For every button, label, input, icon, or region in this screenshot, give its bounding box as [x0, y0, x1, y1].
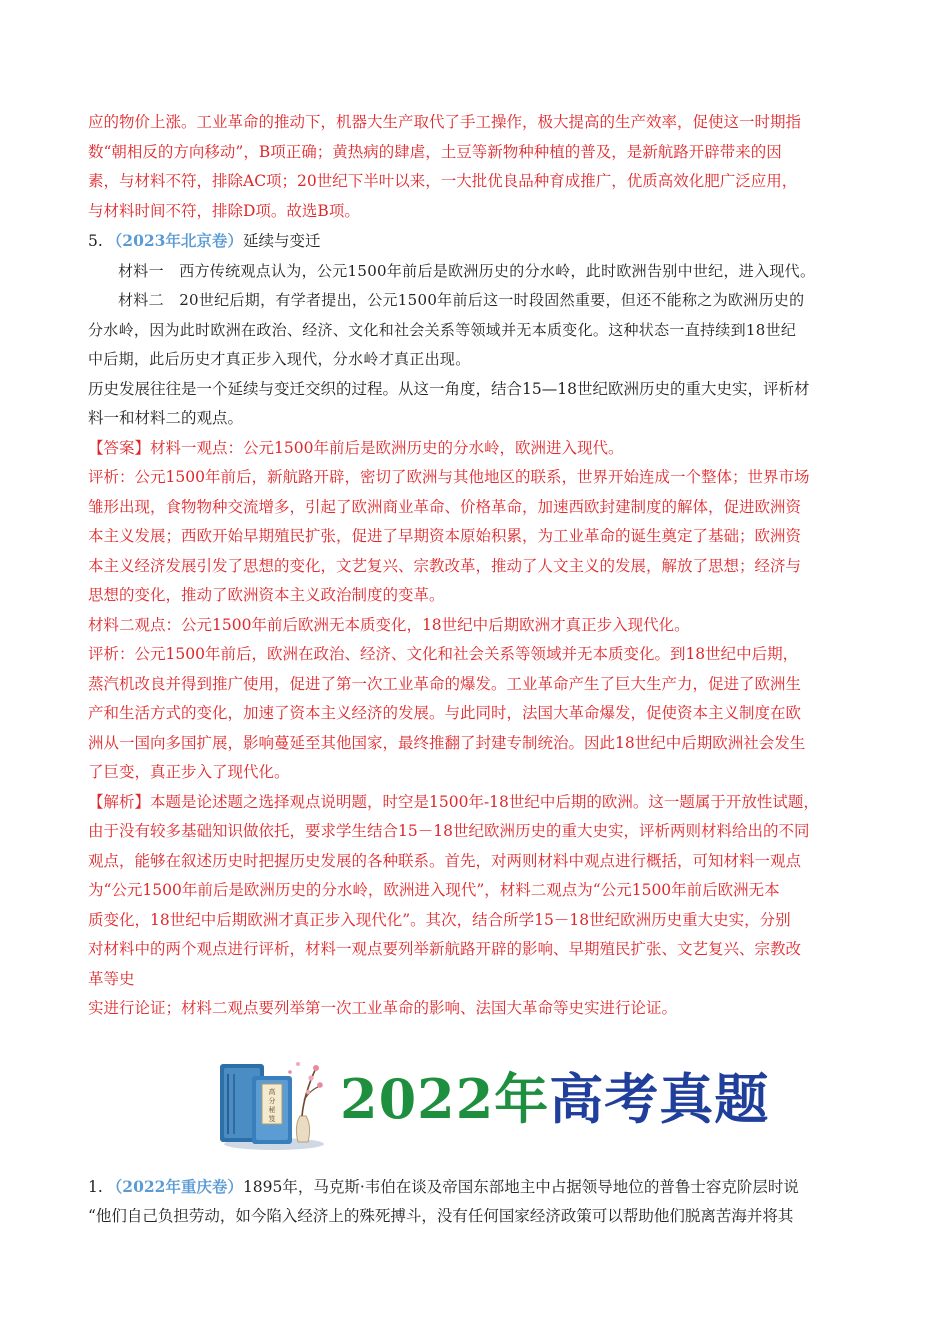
explanation-line: 由于没有较多基础知识做依托，要求学生结合15－18世纪欧洲历史的重大史实，评析两则材料给出的不同	[88, 822, 810, 840]
answer-line: 雏形出现，食物物种交流增多，引起了欧洲商业革命、价格革命，加速西欧封建制度的解体，促进欧洲资	[88, 497, 802, 516]
question-source: （2023年北京卷）	[106, 231, 243, 250]
answer-line: 本主义发展；西欧开始早期殖民扩张，促进了早期资本原始积累，为工业革命的诞生奠定了基础；欧洲资	[88, 527, 802, 545]
question-title: 延续与变迁	[242, 232, 321, 250]
question-heading	[88, 1172, 868, 1203]
question-prompt: 料一和材料二的观点。	[88, 409, 244, 427]
answer-line: 【答案】材料一观点：公元1500年前后是欧洲历史的分水岭，欧洲进入现代。	[88, 438, 624, 457]
material-one: 材料一 西方传统观点认为，公元1500年前后是欧洲历史的分水岭，此时欧洲告别中世纪，进入现代。	[118, 261, 816, 280]
answer-line: 评析：公元1500年前后，欧洲在政治、经济、文化和社会关系等领域并无本质变化。到18世纪中后期，	[88, 645, 799, 663]
question-1-2022	[88, 1172, 868, 1232]
explanation-block	[88, 788, 868, 1024]
question-prompt: 历史发展往往是一个延续与变迁交织的过程。从这一角度，结合15—18世纪欧洲历史的重大史实，评析材	[88, 379, 810, 398]
analysis-line: 与材料时间不符，排除D项。故选B项。	[88, 201, 360, 220]
answer-line: 产和生活方式的变化，加速了资本主义经济的发展。与此同时，法国大革命爆发，促使资本主义制度在欧	[88, 704, 802, 722]
question-text: 1895年，马克斯·韦伯在谈及帝国东部地主中占据领导地位的普鲁士容克阶层时说	[242, 1177, 799, 1196]
banner-heading	[340, 1064, 769, 1134]
material-two-line: 材料二 20世纪后期，有学者提出，公元1500年前后这一时段固然重要，但还不能称之为欧洲历史的	[118, 291, 805, 309]
answer-block	[88, 434, 868, 788]
answer-line: 思想的变化，推动了欧洲资本主义政治制度的变革。	[88, 586, 445, 604]
explanation-line: 观点，能够在叙述历史时把握历史发展的各种联系。首先，对两则材料中观点进行概括，可知材料一观点	[88, 851, 802, 870]
explanation-line: 质变化，18世纪中后期欧洲才真正步入现代化”。其次，结合所学15－18世纪欧洲历史重大史实，分别	[88, 910, 791, 929]
answer-line: 评析：公元1500年前后，新航路开辟，密切了欧洲与其他地区的联系，世界开始连成一个整体；世界市场	[88, 468, 810, 486]
banner-title: 高考真题	[549, 1066, 770, 1131]
answer-line: 本主义经济发展引发了思想的变化，文艺复兴、宗教改革，推动了人文主义的发展，解放了思想；经济与	[88, 556, 802, 575]
analysis-line: 素，与材料不符，排除AC项；20世纪下半叶以来，一大批优良品种育成推广，优质高效化肥广泛应用，	[88, 172, 798, 190]
explanation-line: 革等史	[88, 969, 135, 988]
material-two-line: 中后期，此后历史才真正步入现代，分水岭才真正出现。	[88, 350, 471, 368]
question-heading	[88, 226, 868, 257]
analysis-line: 数“朝相反的方向移动”，B项正确；黄热病的肆虐，土豆等新物种种植的普及，是新航路开辟带来的因	[88, 142, 782, 161]
banner-year: 2022年	[340, 1066, 550, 1131]
question-number: 5.	[88, 232, 103, 250]
explanation-line: 对材料中的两个观点进行评析，材料一观点要列举新航路开辟的影响、早期殖民扩张、文艺复兴、宗教改	[88, 940, 802, 958]
document-page	[88, 108, 868, 1232]
books-illustration-icon	[212, 1054, 324, 1152]
answer-line: 材料二观点：公元1500年前后欧洲无本质变化，18世纪中后期欧洲才真正步入现代化。	[88, 615, 690, 634]
explanation-line: 为“公元1500年前后是欧洲历史的分水岭，欧洲进入现代”，材料二观点为“公元1500年前后欧洲无本	[88, 881, 780, 899]
book-label-char: 分	[268, 1096, 276, 1105]
explanation-line: 实进行论证；材料二观点要列举第一次工业革命的影响、法国大革命等史实进行论证。	[88, 999, 678, 1017]
material-two-line: 分水岭，因为此时欧洲在政治、经济、文化和社会关系等领域并无本质变化。这种状态一直持续到18世纪	[88, 320, 797, 339]
answer-line: 洲从一国向多国扩展，影响蔓延至其他国家，最终推翻了封建专制统治。因此18世纪中后期欧洲社会发生	[88, 733, 806, 752]
answer-line: 蒸汽机改良并得到推广使用，促进了第一次工业革命的爆发。工业革命产生了巨大生产力，促进了欧洲生	[88, 674, 802, 693]
question-source: （2022年重庆卷）	[106, 1176, 243, 1196]
explanation-line: 【解析】本题是论述题之选择观点说明题，时空是1500年-18世纪中后期的欧洲。这一题属于开放性试题，	[88, 792, 819, 811]
prev-analysis-block	[88, 108, 868, 226]
question-text-line: “他们自己负担劳动，如今陷入经济上的殊死搏斗，没有任何国家经济政策可以帮助他们脱离苦海并将其	[88, 1207, 794, 1225]
question-number: 1.	[88, 1177, 103, 1196]
analysis-line: 应的物价上涨。工业革命的推动下，机器大生产取代了手工操作，极大提高的生产效率，促使这一时期指	[88, 113, 802, 131]
book-label-char: 高	[268, 1087, 276, 1096]
question-5	[88, 226, 868, 1024]
book-label-char: 秘	[268, 1105, 276, 1114]
answer-line: 了巨变，真正步入了现代化。	[88, 763, 290, 781]
book-label-char: 笈	[268, 1114, 276, 1123]
section-banner	[88, 1048, 868, 1160]
